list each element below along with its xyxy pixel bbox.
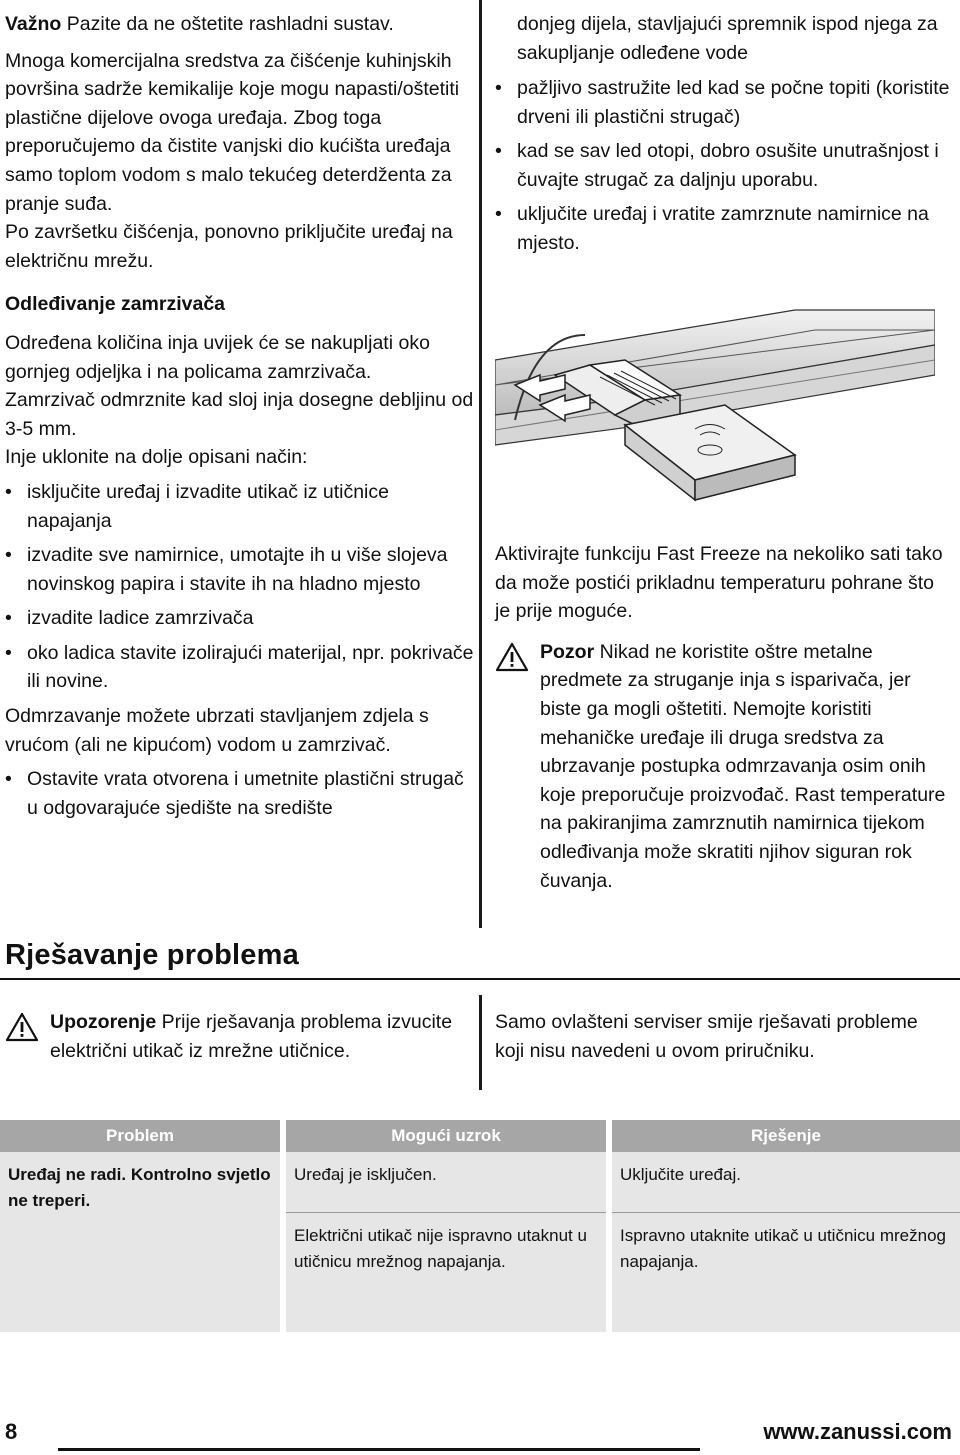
- list-item: • Ostavite vrata otvorena i umetnite plastični strugač u odgovarajuće sjedište na središte: [5, 765, 475, 822]
- defrost-steps-list: [5, 478, 475, 696]
- table-row: [0, 1152, 960, 1213]
- list-item: • pažljivo sastružite led kad se počne topiti (koristite drveni ili plastični strugač): [495, 74, 950, 131]
- header-cause: Mogući uzrok: [286, 1120, 606, 1152]
- cleaning-paragraph: Mnoga komercijalna sredstva za čišćenje kuhinjskih površina sadrže kemikalije koje mogu napasti/oštetiti plastične dijelove ovoga uređaja. Zbog toga preporučujemo da čistite vanjski dio kućišta uređaja samo toplom vodom s malo tekućeg deterdženta za pranje suđa.: [5, 49, 460, 215]
- header-solution: Rješenje: [612, 1120, 960, 1152]
- illustration-icon: [495, 305, 935, 515]
- warning-triangle-icon: [5, 1012, 39, 1042]
- important-text: Pazite da ne oštetite rashladni sustav.: [61, 13, 394, 35]
- problem-cell: Uređaj ne radi. Kontrolno svjetlo ne treperi.: [0, 1152, 280, 1332]
- service-note-text: Samo ovlašteni serviser smije rješavati probleme koji nisu navedeni u ovom priručniku.: [495, 1011, 918, 1062]
- defrost-steps-list-2: [5, 765, 475, 822]
- defrost-heading: Odleđivanje zamrzivača: [5, 293, 226, 316]
- troubleshooting-warning: [5, 1008, 465, 1065]
- continued-text: donjeg dijela, stavljajući spremnik ispod njega za sakupljanje odleđene vode: [517, 13, 938, 64]
- fast-freeze-paragraph: Aktivirajte funkciju Fast Freeze na nekoliko sati tako da može postići prikladnu temperaturu pohrane što je prije moguće.: [495, 543, 943, 623]
- warning-text: Prije rješavanja problema izvucite električni utikač iz mrežne utičnice.: [50, 1011, 453, 1062]
- right-column: [517, 10, 960, 73]
- troubleshooting-table: [0, 1120, 960, 1332]
- solution-cell: Uključite uređaj.: [612, 1152, 960, 1213]
- column-divider-top: [479, 0, 482, 928]
- page-number: 8: [5, 1419, 18, 1444]
- list-item: • uključite uređaj i vratite zamrznute namirnice na mjesto.: [495, 200, 950, 257]
- header-problem: Problem: [0, 1120, 280, 1152]
- cause-cell: Uređaj je isključen.: [286, 1152, 606, 1213]
- warning-note: [5, 1008, 465, 1065]
- caution-text-block: [540, 638, 950, 895]
- right-column-lower: [495, 540, 950, 895]
- warning-text-block: [50, 1008, 465, 1065]
- list-item: • izvadite ladice zamrzivača: [5, 604, 475, 633]
- service-note: [495, 1008, 925, 1065]
- list-item: • kad se sav led otopi, dobro osušite unutrašnjost i čuvajte strugač za daljnju uporabu.: [495, 137, 950, 194]
- defrost-scraper-illustration: [495, 305, 935, 515]
- right-steps: [495, 74, 950, 264]
- footer-rule: [58, 1448, 700, 1451]
- cause-cell: Električni utikač nije ispravno utaknut u utičnicu mrežnog napajanja.: [286, 1213, 606, 1332]
- reconnect-paragraph: Po završetku čišćenja, ponovno priključite uređaj na električnu mrežu.: [5, 221, 453, 272]
- website-link[interactable]: www.zanussi.com: [763, 1419, 952, 1444]
- right-steps-list: [495, 74, 950, 258]
- section-title: Rješavanje problema: [5, 939, 299, 971]
- defrost-paragraph-1: Određena količina inja uvijek će se nakupljati oko gornjeg odjeljka i na policama zamrzivača.: [5, 331, 430, 383]
- caution-note: [495, 638, 950, 895]
- table-header-row: [0, 1120, 960, 1152]
- section-rule: [0, 978, 960, 980]
- list-item: • isključite uređaj i izvadite utikač iz utičnice napajanja: [5, 478, 475, 535]
- list-item: • izvadite sve namirnice, umotajte ih u više slojeva novinskog papira i stavite ih na hladno mjesto: [5, 541, 475, 598]
- important-label: Važno: [5, 13, 62, 35]
- defrost-paragraph-3: Inje uklonite na dolje opisani način:: [5, 446, 308, 469]
- warning-triangle-icon: [495, 642, 529, 672]
- defrost-paragraph-4: Odmrzavanje možete ubrzati stavljanjem zdjela s vrućom (ali ne kipućom) vodom u zamrzivač.: [5, 705, 429, 756]
- column-divider-bottom: [479, 995, 482, 1090]
- warning-label: Upozorenje: [50, 1011, 157, 1033]
- solution-cell: Ispravno utaknite utikač u utičnicu mrežnog napajanja.: [612, 1213, 960, 1332]
- caution-label: Pozor: [540, 640, 595, 663]
- important-note: [5, 10, 475, 39]
- list-item: • oko ladica stavite izolirajući materijal, npr. pokrivače ili novine.: [5, 639, 475, 696]
- left-column: [5, 10, 475, 828]
- defrost-paragraph-2: Zamrzivač odmrznite kad sloj inja dosegne debljinu od 3-5 mm.: [5, 389, 474, 440]
- caution-text: Nikad ne koristite oštre metalne predmete za struganje inja s isparivača, jer biste ga mogli oštetiti. Nemojte koristiti mehaničke uređaje ili druga sredstva za ubrzavanje postupka odmrzavanja osim onih koje preporučuje proizvođač. Rast temperature na pakiranjima zamrznutih namirnica tijekom odleđivanja može skratiti njihov siguran rok čuvanja.: [540, 640, 946, 892]
